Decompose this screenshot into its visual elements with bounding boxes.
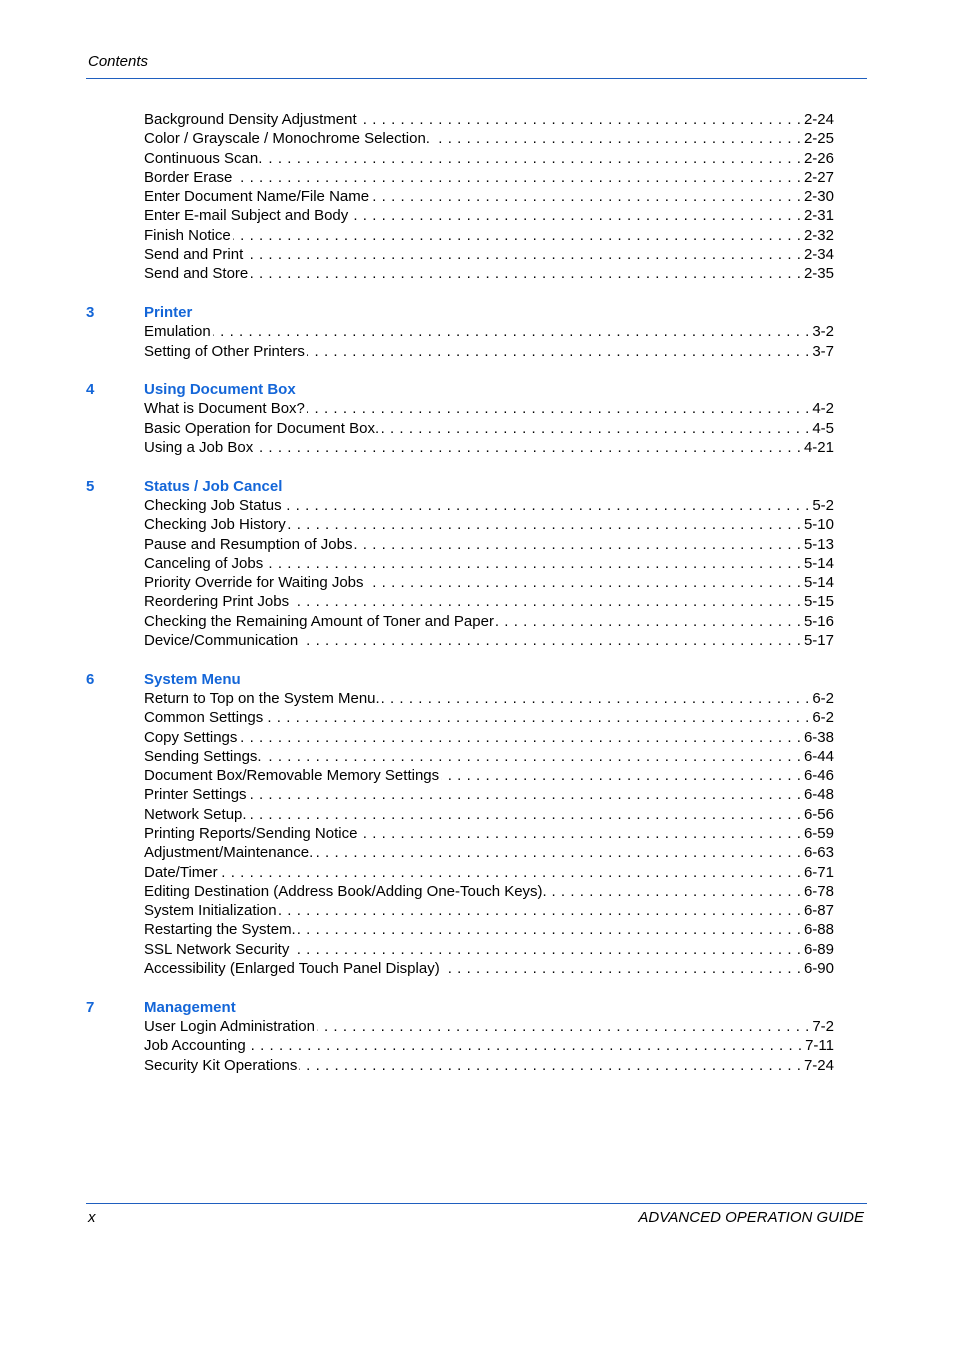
toc-entry[interactable]: [144, 843, 834, 862]
toc-entry[interactable]: [144, 322, 834, 341]
header-rule: [86, 78, 867, 79]
toc-chapter-title: System Menu: [144, 670, 241, 688]
toc-leader-dots: [299, 1056, 801, 1075]
toc-leader-dots: [371, 187, 801, 206]
toc-entry-title: Border Erase: [144, 168, 233, 186]
toc-entry-page: 6-56: [803, 805, 834, 823]
toc-leader-dots: [432, 129, 801, 148]
toc-entry-title: Send and Store: [144, 265, 249, 283]
toc-entry-title: Send and Print: [144, 246, 244, 264]
toc-entry-page: 6-38: [803, 728, 834, 746]
toc-entry-page: 7-2: [812, 1017, 834, 1035]
toc-entry-title: Priority Override for Waiting Jobs: [144, 574, 364, 592]
toc-chapter-heading[interactable]: [86, 303, 834, 322]
toc-entry[interactable]: [144, 612, 834, 631]
toc-entry-page: 5-16: [803, 612, 834, 630]
toc-entry-title: Return to Top on the System Menu.: [144, 689, 380, 707]
toc-leader-dots: [249, 785, 801, 804]
toc-entry-page: 2-34: [803, 246, 834, 264]
toc-leader-dots: [233, 226, 801, 245]
toc-leader-dots: [442, 959, 801, 978]
toc-entry-page: 6-63: [803, 844, 834, 862]
toc-entry-title: What is Document Box?: [144, 400, 305, 418]
toc-entry-title: Common Settings: [144, 709, 264, 727]
toc-leader-dots: [265, 554, 801, 573]
toc-entry-title: Sending Settings.: [144, 747, 262, 765]
toc-chapter-title: Printer: [144, 303, 193, 321]
toc-entry-page: 5-14: [803, 574, 834, 592]
toc-entry-page: 6-48: [803, 786, 834, 804]
toc-entry-page: 2-26: [803, 149, 834, 167]
toc-entry[interactable]: [144, 573, 834, 592]
toc-entry-page: 2-31: [803, 207, 834, 225]
toc-entry-page: 5-2: [812, 496, 834, 514]
toc-entry-title: Accessibility (Enlarged Touch Panel Display): [144, 960, 440, 978]
toc-chapter: [86, 998, 834, 1075]
toc-leader-dots: [307, 342, 809, 361]
toc-chapter-heading[interactable]: [86, 998, 834, 1017]
toc-entry-title: Pause and Resumption of Jobs: [144, 535, 353, 553]
toc-leader-dots: [245, 245, 801, 264]
toc-leader-dots: [366, 573, 801, 592]
toc-chapter-number: 5: [86, 477, 95, 495]
toc-entry-page: 6-44: [803, 747, 834, 765]
toc-leader-dots: [381, 419, 809, 438]
toc-leader-dots: [315, 843, 801, 862]
toc-entry-page: 3-7: [812, 342, 834, 360]
toc-entry-page: 5-14: [803, 554, 834, 572]
toc-entry-page: 2-25: [803, 130, 834, 148]
toc-entry[interactable]: [144, 728, 834, 747]
toc-entry-title: Setting of Other Printers: [144, 342, 305, 360]
toc-entry-title: SSL Network Security: [144, 940, 290, 958]
toc-leader-dots: [359, 110, 801, 129]
toc-entry-title: Background Density Adjustment: [144, 111, 357, 128]
toc-entry-title: Security Kit Operations: [144, 1056, 298, 1074]
toc-entry[interactable]: [144, 805, 834, 824]
toc-entry[interactable]: [144, 882, 834, 901]
toc-entry-title: Editing Destination (Address Book/Adding One-Touch Keys).: [144, 882, 547, 900]
toc-entry-title: Printer Settings: [144, 786, 247, 804]
toc-entry-page: 5-15: [803, 593, 834, 611]
toc-entry-page: 6-46: [803, 767, 834, 785]
toc-entry[interactable]: [144, 110, 834, 129]
toc-entry-title: Reordering Print Jobs: [144, 593, 290, 611]
toc-entry[interactable]: [144, 863, 834, 882]
toc-entry[interactable]: [144, 168, 834, 187]
toc-entry[interactable]: [144, 1017, 834, 1036]
toc-entry[interactable]: [144, 689, 834, 708]
toc-chapter: [86, 380, 834, 457]
toc-entry-title: Network Setup.: [144, 805, 247, 823]
toc-entry-page: 2-27: [803, 168, 834, 186]
toc-leader-dots: [300, 631, 801, 650]
toc-entry-page: 4-5: [812, 419, 834, 437]
toc-chapter: [86, 477, 834, 651]
toc-leader-dots: [250, 264, 801, 283]
toc-entry-title: Canceling of Jobs: [144, 554, 264, 572]
toc-entry[interactable]: [144, 592, 834, 611]
toc-entry-page: 6-59: [803, 824, 834, 842]
footer-rule: [86, 1203, 867, 1204]
toc-entry-page: 2-32: [803, 226, 834, 244]
toc-entry[interactable]: [144, 206, 834, 225]
toc-chapter: [86, 670, 834, 979]
toc-entry[interactable]: [144, 245, 834, 264]
toc-entry[interactable]: [144, 1056, 834, 1075]
toc-leader-dots: [354, 535, 801, 554]
toc-leader-dots: [213, 322, 810, 341]
toc-entry[interactable]: [144, 342, 834, 361]
toc-leader-dots: [220, 863, 801, 882]
toc-entry-title: Job Accounting: [144, 1037, 246, 1055]
toc-entry-page: 6-88: [803, 921, 834, 939]
toc-entry-title: Enter Document Name/File Name: [144, 188, 370, 206]
toc-entry-page: 6-2: [812, 709, 834, 727]
toc-entry-title: User Login Administration: [144, 1017, 315, 1035]
toc-entry-title: Device/Communication: [144, 632, 299, 650]
toc-leader-dots: [288, 515, 801, 534]
toc-leader-dots: [298, 920, 801, 939]
toc-entry-title: Document Box/Removable Memory Settings: [144, 767, 440, 785]
toc-entry[interactable]: [144, 747, 834, 766]
toc-entry[interactable]: [144, 959, 834, 978]
toc-leader-dots: [350, 206, 801, 225]
toc-entry-page: 6-2: [812, 689, 834, 707]
toc-entry[interactable]: [144, 920, 834, 939]
toc-entry[interactable]: [144, 1036, 834, 1055]
toc-leader-dots: [291, 940, 801, 959]
toc-entry-page: 3-2: [812, 323, 834, 341]
toc-entry[interactable]: [144, 766, 834, 785]
toc-entry-title: Emulation: [144, 323, 211, 341]
toc-leader-dots: [255, 438, 801, 457]
toc-entry[interactable]: [144, 496, 834, 515]
toc-leader-dots: [307, 399, 809, 418]
toc-leader-dots: [317, 1017, 809, 1036]
toc-entry[interactable]: [144, 264, 834, 283]
toc-leader-dots: [264, 747, 801, 766]
toc-leader-dots: [291, 592, 801, 611]
toc-chapter-number: 6: [86, 670, 95, 688]
toc-leader-dots: [279, 901, 801, 920]
toc-entry-page: 5-17: [803, 632, 834, 650]
toc-leader-dots: [496, 612, 801, 631]
toc-entry[interactable]: [144, 535, 834, 554]
toc-entry-page: 5-10: [803, 516, 834, 534]
toc-entry-page: 5-13: [803, 535, 834, 553]
toc-section-continued: [86, 110, 834, 284]
toc-entry[interactable]: [144, 419, 834, 438]
toc-chapter: [86, 303, 834, 361]
toc-entry-title: Continuous Scan.: [144, 149, 263, 167]
toc-chapter-number: 3: [86, 303, 95, 321]
toc-entry[interactable]: [144, 438, 834, 457]
toc-entry-title: Date/Timer: [144, 863, 218, 881]
toc-chapter-heading[interactable]: [86, 477, 834, 496]
toc-leader-dots: [359, 824, 801, 843]
toc-entry[interactable]: [144, 708, 834, 727]
toc-entry-page: 6-87: [803, 902, 834, 920]
toc-leader-dots: [382, 689, 810, 708]
toc-entry-page: 6-89: [803, 940, 834, 958]
toc-entry[interactable]: [144, 824, 834, 843]
toc-entry-page: 6-78: [803, 882, 834, 900]
toc-entry[interactable]: [144, 515, 834, 534]
toc-chapter-number: 4: [86, 381, 95, 399]
toc-entry[interactable]: [144, 129, 834, 148]
toc-entry-page: 6-71: [803, 863, 834, 881]
toc-leader-dots: [265, 708, 809, 727]
toc-entry-title: Restarting the System.: [144, 921, 296, 939]
footer-guide-title: ADVANCED OPERATION GUIDE: [638, 1209, 864, 1226]
toc-entry[interactable]: [144, 226, 834, 245]
toc-chapter-heading[interactable]: [86, 670, 834, 689]
toc-entry[interactable]: [144, 554, 834, 573]
toc-entry-title: Checking the Remaining Amount of Toner and Paper: [144, 612, 494, 630]
toc-entry[interactable]: [144, 785, 834, 804]
toc-entry[interactable]: [144, 149, 834, 168]
toc-leader-dots: [239, 728, 801, 747]
toc-entry-page: 2-35: [803, 265, 834, 283]
toc-chapter-title: Status / Job Cancel: [144, 477, 283, 495]
toc-leader-dots: [264, 149, 801, 168]
toc-entry-title: Checking Job Status: [144, 496, 282, 514]
toc-entry-title: Basic Operation for Document Box.: [144, 419, 380, 437]
toc-entry[interactable]: [144, 901, 834, 920]
toc-leader-dots: [549, 882, 801, 901]
toc-entry[interactable]: [144, 631, 834, 650]
toc-leader-dots: [284, 496, 810, 515]
table-of-contents: [86, 110, 834, 1094]
toc-entry-title: Using a Job Box: [144, 439, 254, 457]
toc-entry[interactable]: [144, 399, 834, 418]
toc-entry-title: Copy Settings: [144, 728, 238, 746]
footer-page-number: x: [88, 1209, 96, 1226]
toc-entry-page: 7-11: [805, 1037, 834, 1055]
toc-entry-title: Color / Grayscale / Monochrome Selection.: [144, 130, 430, 148]
toc-leader-dots: [248, 1036, 802, 1055]
toc-entry[interactable]: [144, 940, 834, 959]
toc-entry-page: 4-2: [812, 400, 834, 418]
toc-entry-title: System Initialization: [144, 902, 277, 920]
toc-entry[interactable]: [144, 187, 834, 206]
toc-chapter-number: 7: [86, 998, 95, 1016]
toc-chapter-title: Management: [144, 998, 236, 1016]
toc-chapter-heading[interactable]: [86, 380, 834, 399]
toc-entry-page: 6-90: [803, 960, 834, 978]
toc-entry-title: Checking Job History: [144, 516, 286, 534]
toc-entry-page: 2-30: [803, 188, 834, 206]
toc-entry-title: Adjustment/Maintenance.: [144, 844, 314, 862]
toc-entry-page: 4-21: [803, 439, 834, 457]
toc-chapter-title: Using Document Box: [144, 381, 296, 399]
toc-entry-title: Finish Notice: [144, 226, 231, 244]
toc-entry-page: 7-24: [803, 1056, 834, 1074]
toc-leader-dots: [234, 168, 801, 187]
toc-leader-dots: [249, 805, 801, 824]
toc-entry-title: Printing Reports/Sending Notice: [144, 824, 358, 842]
toc-leader-dots: [441, 766, 801, 785]
toc-entry-title: Enter E-mail Subject and Body: [144, 207, 349, 225]
toc-entry-page: 2-24: [803, 111, 834, 128]
page-header-label: Contents: [88, 53, 149, 70]
